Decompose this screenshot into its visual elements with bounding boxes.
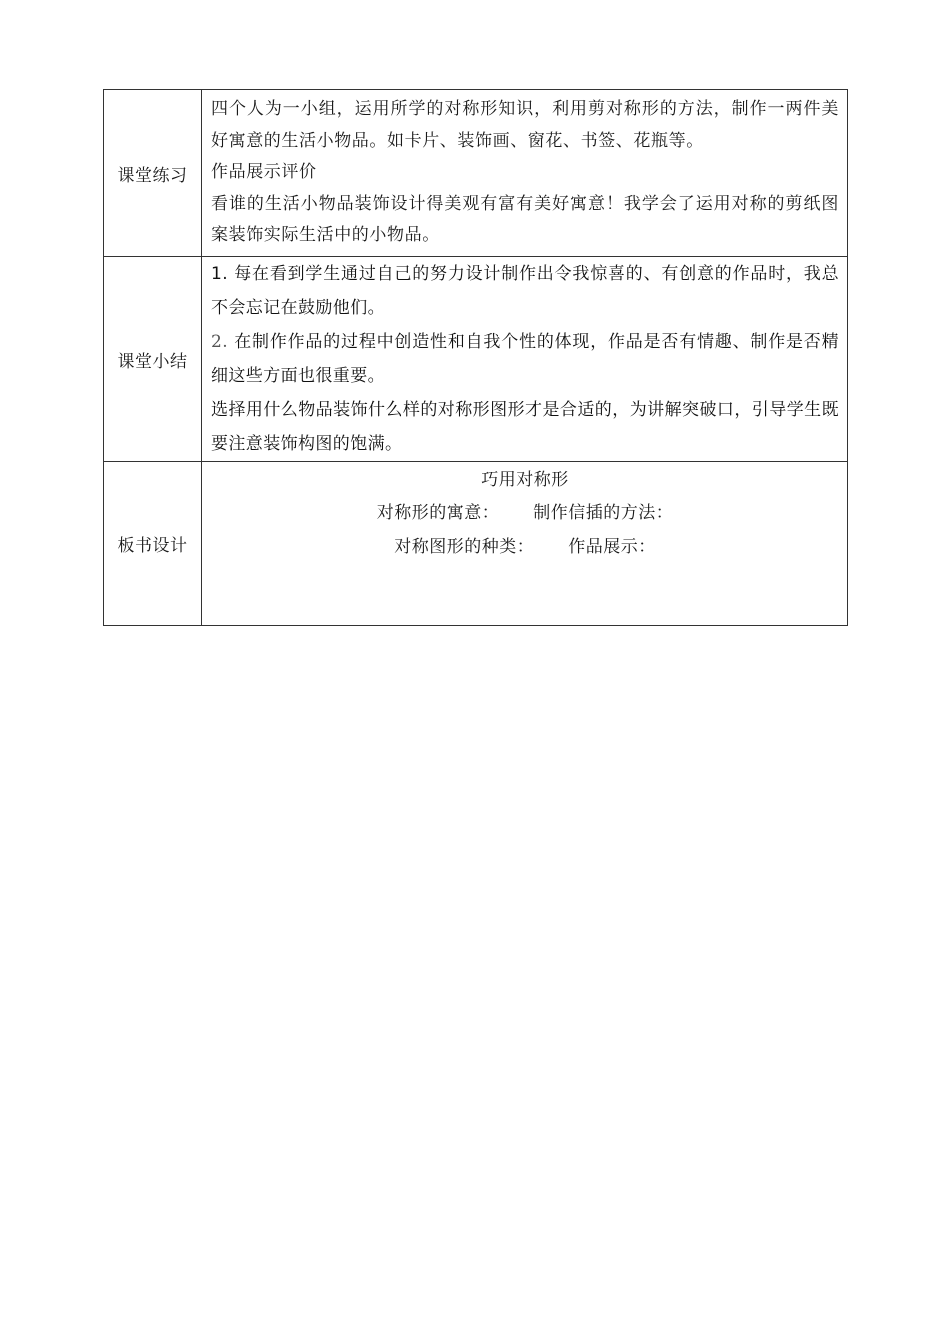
practice-line-3: 看谁的生活小物品装饰设计得美观有富有美好寓意！我学会了运用对称的剪纸图案装饰实际生活中的小物品。 — [211, 193, 839, 246]
board-symmetry-meaning: 对称形的寓意： — [376, 503, 500, 523]
board-label: 板书设计 — [104, 462, 202, 626]
board-row — [104, 462, 848, 626]
board-line-1 — [211, 496, 839, 530]
board-content — [202, 462, 848, 626]
practice-row — [104, 90, 848, 257]
practice-label: 课堂练习 — [104, 90, 202, 257]
summary-content — [202, 257, 848, 462]
summary-item-3: 选择用什么物品装饰什么样的对称形图形才是合适的，为讲解突破口，引导学生既要注意装饰构图的饱满。 — [211, 400, 839, 454]
summary-item-2 — [211, 325, 839, 393]
board-title: 巧用对称形 — [481, 470, 569, 490]
summary-item-2-text: 在制作作品的过程中创造性和自我个性的体现，作品是否有情趣、制作是否精细这些方面也很重要。 — [211, 332, 839, 386]
summary-item-2-number: 2. — [211, 332, 235, 352]
board-shape-types: 对称图形的种类： — [394, 537, 535, 557]
board-making-method: 制作信插的方法： — [533, 503, 674, 523]
practice-line-2: 作品展示评价 — [211, 162, 317, 183]
practice-line-1: 四个人为一小组，运用所学的对称形知识，利用剪对称形的方法，制作一两件美好寓意的生活小物品。如卡片、装饰画、窗花、书签、花瓶等。 — [211, 99, 839, 151]
summary-item-1: 1. 每在看到学生通过自己的努力设计制作出令我惊喜的、有创意的作品时，我总不会忘记在鼓励他们。 — [211, 264, 839, 318]
board-line-2 — [211, 530, 839, 564]
summary-row — [104, 257, 848, 462]
lesson-plan-table — [103, 89, 848, 626]
summary-label: 课堂小结 — [104, 257, 202, 462]
board-works-display: 作品展示： — [568, 537, 656, 557]
practice-content — [202, 90, 848, 257]
